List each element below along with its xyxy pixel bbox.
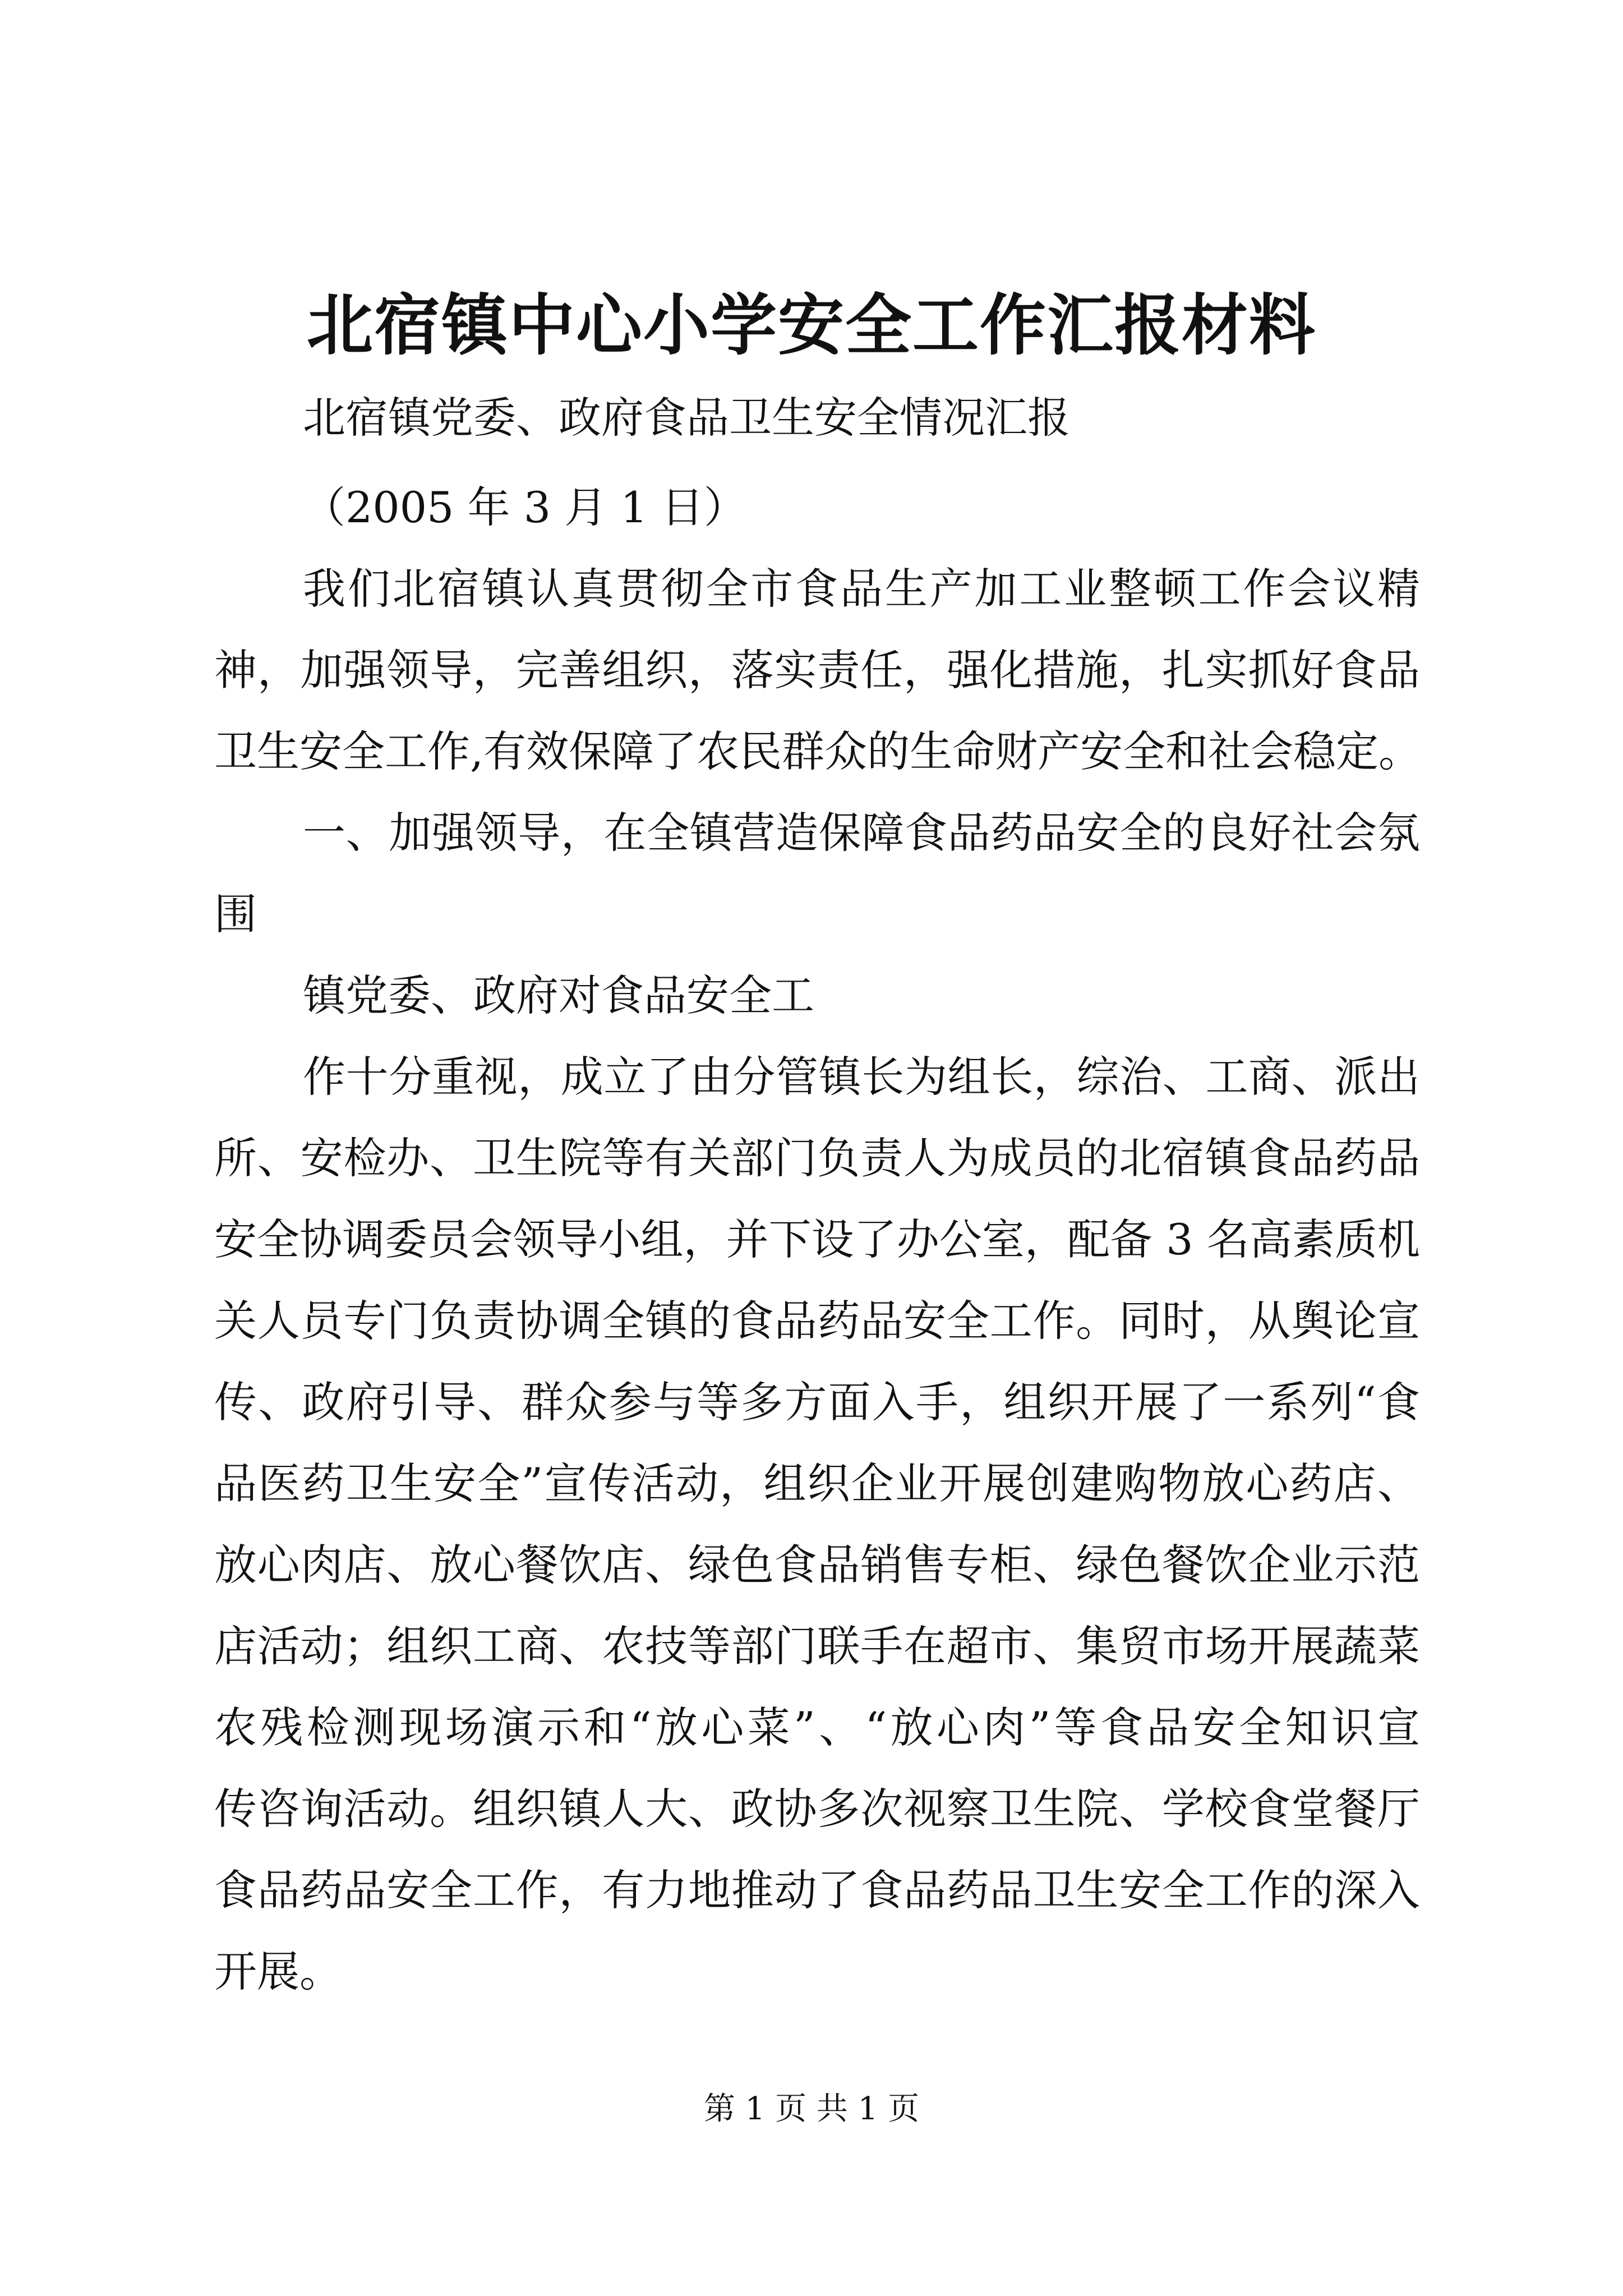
paragraph-line: 所、安检办、卫生院等有关部门负责人为成员的北宿镇食品药品 (214, 1133, 1420, 1183)
section-heading-line: 一、加强领导，在全镇营造保障食品药品安全的良好社会氛 (303, 808, 1420, 858)
paragraph-line: 关人员专门负责协调全镇的食品药品安全工作。同时，从舆论宣 (214, 1296, 1420, 1346)
document-subtitle: 北宿镇党委、政府食品卫生安全情况汇报 (303, 393, 1070, 443)
paragraph-line: 镇党委、政府对食品安全工 (303, 970, 814, 1020)
page-number-footer: 第 1 页 共 1 页 (703, 2091, 920, 2127)
paragraph-line: 神，加强领导，完善组织，落实责任，强化措施，扎实抓好食品 (214, 645, 1420, 695)
paragraph-line: 卫生安全工作,有效保障了农民群众的生命财产安全和社会稳定。 (214, 726, 1422, 776)
paragraph-line: 作十分重视，成立了由分管镇长为组长，综治、工商、派出 (303, 1052, 1420, 1102)
paragraph-line: 安全协调委员会领导小组，并下设了办公室，配备 3 名高素质机 (214, 1214, 1420, 1264)
section-heading-line: 围 (214, 889, 257, 939)
document-date: （2005 年 3 月 1 日） (303, 482, 746, 532)
paragraph-line: 店活动；组织工商、农技等部门联手在超市、集贸市场开展蔬菜 (214, 1621, 1420, 1671)
document-title: 北宿镇中心小学安全工作汇报材料 (306, 286, 1316, 364)
paragraph-line: 食品药品安全工作，有力地推动了食品药品卫生安全工作的深入 (214, 1865, 1420, 1915)
paragraph-line: 我们北宿镇认真贯彻全市食品生产加工业整顿工作会议精 (303, 564, 1420, 614)
paragraph-line: 农残检测现场演示和“放心菜”、“放心肉”等食品安全知识宣 (214, 1703, 1420, 1752)
paragraph-line: 品医药卫生安全”宣传活动，组织企业开展创建购物放心药店、 (214, 1458, 1420, 1508)
paragraph-line: 传咨询活动。组织镇人大、政协多次视察卫生院、学校食堂餐厅 (214, 1784, 1420, 1834)
paragraph-line: 传、政府引导、群众参与等多方面入手，组织开展了一系列“食 (214, 1377, 1420, 1427)
paragraph-line: 开展。 (214, 1947, 342, 1996)
paragraph-line: 放心肉店、放心餐饮店、绿色食品销售专柜、绿色餐饮企业示范 (214, 1540, 1420, 1590)
